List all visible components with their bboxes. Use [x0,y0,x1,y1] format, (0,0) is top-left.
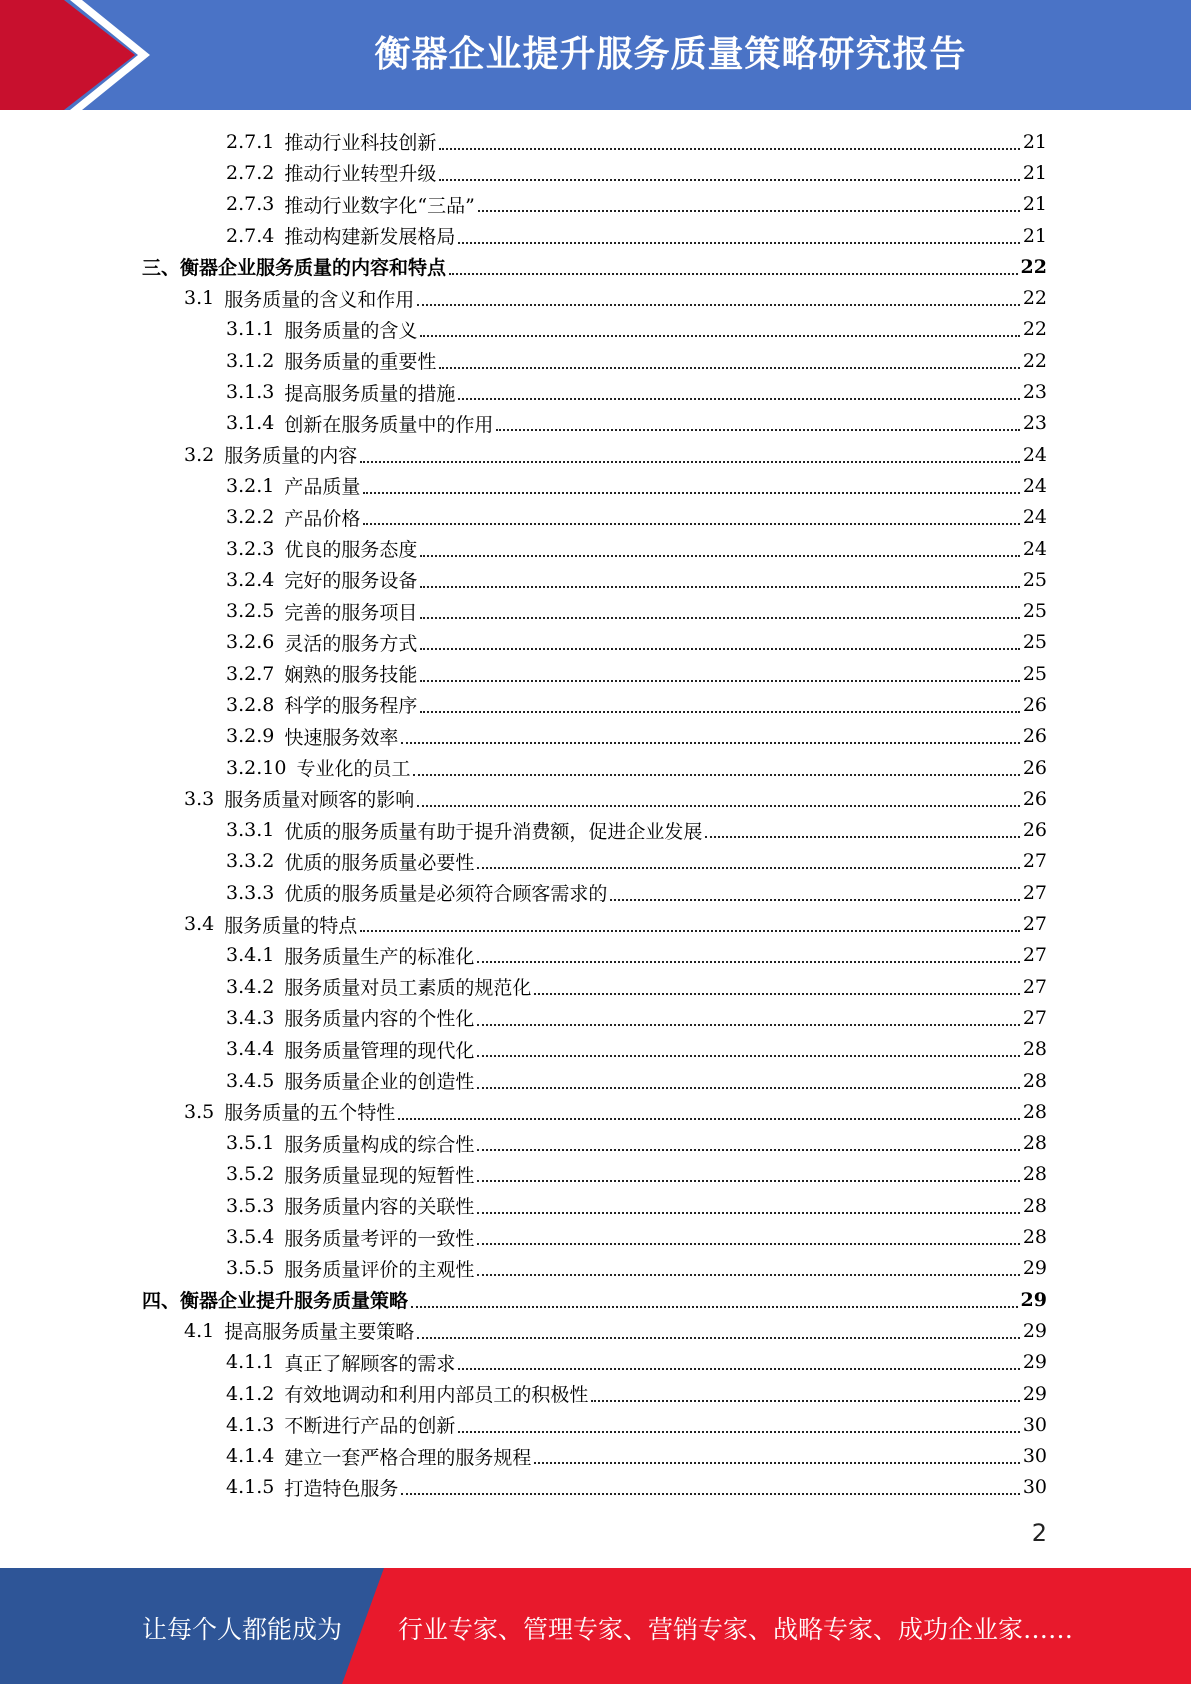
toc-subsection-entry[interactable] [0,627,1191,658]
toc-dot-leader [478,210,1020,212]
toc-entry-page: 24 [1022,537,1047,560]
toc-entry-page: 28 [1022,1069,1047,1092]
toc-entry-page: 27 [1022,975,1047,998]
toc-dot-leader [477,1024,1019,1026]
toc-subsection-entry[interactable] [0,126,1191,157]
toc-subsection-entry[interactable] [0,846,1191,877]
toc-entry-title: 服务质量的重要性 [284,351,437,374]
toc-entry-page: 29 [1020,1288,1047,1311]
toc-subsection-entry[interactable] [0,658,1191,689]
toc-entry-number: 3.2.2 [226,506,275,529]
toc-entry-page: 27 [1022,913,1047,936]
toc-subsection-entry[interactable] [0,877,1191,908]
toc-entry-page: 21 [1022,130,1047,153]
toc-entry-title: 服务质量的五个特性 [224,1102,396,1125]
toc-entry-title: 有效地调动和利用内部员工的积极性 [284,1384,589,1407]
toc-entry-page: 29 [1022,1257,1047,1280]
toc-dot-leader [420,680,1019,682]
toc-entry-number: 3.5.3 [226,1194,275,1217]
page-number: 2 [1031,1519,1047,1547]
toc-entry-page: 23 [1022,412,1047,435]
toc-dot-leader [458,1431,1019,1433]
toc-entry-number: 3.2.1 [226,474,275,497]
toc-entry-page: 22 [1022,318,1047,341]
toc-entry-page: 27 [1022,850,1047,873]
toc-entry-title: 服务质量生产的标准化 [284,945,475,968]
toc-entry-page: 22 [1020,255,1047,278]
toc-entry-page: 28 [1022,1194,1047,1217]
toc-dot-leader [420,335,1019,337]
toc-dot-leader [534,1462,1019,1464]
toc-subsection-entry[interactable] [0,470,1191,501]
toc-dot-leader [477,867,1019,869]
toc-dot-leader [449,273,1018,275]
toc-subsection-entry[interactable] [0,1409,1191,1440]
toc-dot-leader [420,555,1019,557]
toc-subsection-entry[interactable] [0,408,1191,439]
toc-dot-leader [610,899,1019,901]
toc-subsection-entry[interactable] [0,533,1191,564]
toc-entry-page: 25 [1022,631,1047,654]
toc-subsection-entry[interactable] [0,220,1191,251]
toc-dot-leader [420,617,1019,619]
toc-dot-leader [401,742,1019,744]
toc-entry-page: 28 [1022,1038,1047,1061]
toc-dot-leader [458,1368,1019,1370]
toc-subsection-entry[interactable] [0,971,1191,1002]
toc-entry-number: 3.2.10 [226,756,287,779]
toc-entry-page: 26 [1022,787,1047,810]
toc-entry-number: 3.3.2 [226,850,275,873]
toc-entry-number: 3.5.4 [226,1226,275,1249]
toc-dot-leader [477,1087,1019,1089]
toc-entry-title: 产品质量 [284,476,361,499]
toc-section-entry[interactable] [0,1315,1191,1346]
toc-subsection-entry[interactable] [0,1378,1191,1409]
toc-entry-title: 服务质量对顾客的影响 [224,789,415,812]
toc-section-entry[interactable] [0,783,1191,814]
toc-dot-leader [705,836,1019,838]
toc-entry-number: 3.4 [184,913,215,936]
toc-dot-leader [417,304,1020,306]
footer-slogan-left: 让每个人都能成为 [142,1615,343,1644]
toc-dot-leader [477,1149,1019,1151]
toc-section-entry[interactable] [0,282,1191,313]
toc-entry-page: 27 [1022,881,1047,904]
toc-entry-title: 四、衡器企业提升服务质量策略 [142,1290,409,1313]
toc-entry-title: 提高服务质量的措施 [284,382,456,405]
toc-entry-number: 4.1.5 [226,1476,275,1499]
toc-subsection-entry[interactable] [0,1128,1191,1159]
toc-entry-title: 建立一套严格合理的服务规程 [284,1446,532,1469]
toc-dot-leader [477,1212,1019,1214]
toc-entry-title: 服务质量构成的综合性 [284,1133,475,1156]
toc-dot-leader [458,398,1019,400]
toc-entry-number: 3.3.1 [226,819,275,842]
toc-dot-leader [496,429,1019,431]
table-of-contents [0,126,1191,1503]
toc-entry-page: 21 [1022,193,1047,216]
toc-entry-title: 打造特色服务 [284,1477,399,1500]
page-header [0,0,1191,110]
toc-entry-page: 23 [1022,381,1047,404]
toc-entry-page: 27 [1022,944,1047,967]
toc-subsection-entry[interactable] [0,314,1191,345]
toc-entry-number: 3.1.1 [226,318,275,341]
toc-entry-number: 3.2.5 [226,600,275,623]
report-title: 衡器企业提升服务质量策略研究报告 [374,34,967,75]
toc-entry-title: 优良的服务态度 [284,539,418,561]
toc-entry-title: 提高服务质量主要策略 [224,1321,415,1344]
toc-subsection-entry[interactable] [0,1347,1191,1378]
toc-entry-number: 3.2.3 [226,537,275,560]
toc-entry-page: 21 [1022,161,1047,184]
toc-dot-leader [398,1118,1020,1120]
toc-entry-title: 真正了解顾客的需求 [284,1352,456,1375]
toc-entry-page: 26 [1022,725,1047,748]
toc-dot-leader [477,1243,1019,1245]
toc-dot-leader [417,1337,1020,1339]
toc-entry-number: 4.1.1 [226,1351,275,1374]
toc-dot-leader [413,774,1019,776]
toc-entry-title: 不断进行产品的创新 [284,1415,456,1438]
toc-subsection-entry[interactable] [0,815,1191,846]
toc-entry-page: 21 [1022,224,1047,247]
toc-entry-page: 25 [1022,662,1047,685]
toc-subsection-entry[interactable] [0,721,1191,752]
toc-entry-title: 服务质量显现的短暂性 [284,1164,475,1187]
toc-entry-number: 2.7.4 [226,224,275,247]
toc-entry-page: 24 [1022,443,1047,466]
toc-entry-page: 30 [1022,1445,1047,1468]
toc-entry-number: 4.1 [184,1319,215,1342]
toc-dot-leader [420,711,1019,713]
toc-dot-leader [477,1274,1019,1276]
toc-entry-number: 3.4.2 [226,975,275,998]
toc-dot-leader [477,1180,1019,1182]
toc-entry-number: 2.7.1 [226,130,275,153]
toc-dot-leader [591,1400,1019,1402]
toc-subsection-entry[interactable] [0,1440,1191,1471]
toc-section-entry[interactable] [0,908,1191,939]
toc-entry-title: 推动行业转型升级 [284,163,437,186]
toc-section-entry[interactable] [0,439,1191,470]
toc-subsection-entry[interactable] [0,1472,1191,1503]
toc-entry-title: 快速服务效率 [284,726,399,749]
toc-section-entry[interactable] [0,1096,1191,1127]
toc-entry-title: 灵活的服务方式 [284,632,418,655]
toc-dot-leader [439,367,1019,369]
toc-entry-title: 服务质量企业的创造性 [284,1071,475,1094]
toc-dot-leader [439,179,1019,181]
toc-entry-number: 3.2.9 [226,725,275,748]
toc-entry-title: 优质的服务质量有助于提升消费额，促进企业发展 [284,820,703,843]
toc-entry-title: 推动构建新发展格局 [284,226,456,249]
toc-dot-leader [420,648,1019,650]
toc-dot-leader [411,1306,1018,1308]
toc-entry-page: 25 [1022,600,1047,623]
toc-dot-leader [439,148,1019,150]
toc-entry-number: 3.1 [184,287,215,310]
toc-entry-number: 3.5.1 [226,1132,275,1155]
toc-entry-number: 3.2.7 [226,662,275,685]
toc-dot-leader [534,993,1019,995]
toc-entry-title: 服务质量对员工素质的规范化 [284,977,532,1000]
toc-entry-title: 娴熟的服务技能 [284,664,418,687]
toc-entry-number: 3.2.8 [226,693,275,716]
toc-entry-number: 3.5.2 [226,1163,275,1186]
toc-entry-title: 服务质量的特点 [224,914,358,937]
toc-subsection-entry[interactable] [0,1065,1191,1096]
header-red-arrow-shape [0,0,135,110]
toc-entry-title: 完好的服务设备 [284,570,418,593]
footer-slogan-right: 行业专家、管理专家、营销专家、战略专家、成功企业家…… [398,1615,1074,1644]
toc-dot-leader [363,523,1019,525]
toc-entry-number: 2.7.2 [226,161,275,184]
toc-entry-number: 4.1.4 [226,1445,275,1468]
toc-dot-leader [458,242,1019,244]
toc-entry-number: 3.5 [184,1100,215,1123]
toc-subsection-entry[interactable] [0,345,1191,376]
toc-entry-page: 24 [1022,506,1047,529]
toc-entry-page: 25 [1022,568,1047,591]
toc-entry-title: 推动行业数字化“三品” [284,194,475,217]
toc-dot-leader [363,492,1019,494]
toc-entry-page: 27 [1022,1006,1047,1029]
toc-entry-title: 服务质量内容的个性化 [284,1008,475,1031]
toc-entry-title: 专业化的员工 [296,758,411,781]
toc-entry-title: 服务质量评价的主观性 [284,1258,475,1281]
toc-entry-title: 创新在服务质量中的作用 [284,413,494,436]
toc-entry-page: 30 [1022,1413,1047,1436]
toc-entry-title: 服务质量的含义 [284,319,418,342]
toc-entry-title: 服务质量管理的现代化 [284,1039,475,1062]
toc-subsection-entry[interactable] [0,1159,1191,1190]
toc-entry-page: 22 [1022,349,1047,372]
toc-entry-page: 28 [1022,1163,1047,1186]
toc-subsection-entry[interactable] [0,595,1191,626]
toc-entry-title: 服务质量的含义和作用 [224,288,415,311]
toc-entry-number: 3.2.4 [226,568,275,591]
toc-entry-title: 完善的服务项目 [284,601,418,624]
toc-dot-leader [417,805,1020,807]
toc-subsection-entry[interactable] [0,1253,1191,1284]
toc-entry-page: 28 [1022,1132,1047,1155]
toc-subsection-entry[interactable] [0,1190,1191,1221]
toc-entry-page: 29 [1022,1351,1047,1374]
toc-entry-title: 三、衡器企业服务质量的内容和特点 [142,257,447,280]
toc-entry-page: 28 [1022,1100,1047,1123]
toc-entry-number: 3.3 [184,787,215,810]
toc-entry-page: 29 [1022,1382,1047,1405]
page-footer [0,1568,1191,1684]
toc-subsection-entry[interactable] [0,1034,1191,1065]
toc-entry-number: 4.1.2 [226,1382,275,1405]
toc-entry-page: 29 [1022,1319,1047,1342]
toc-entry-number: 3.3.3 [226,881,275,904]
toc-subsection-entry[interactable] [0,189,1191,220]
toc-entry-title: 产品价格 [284,507,361,530]
toc-subsection-entry[interactable] [0,940,1191,971]
toc-chapter-entry[interactable] [0,251,1191,282]
toc-entry-title: 服务质量考评的一致性 [284,1227,475,1250]
toc-entry-page: 26 [1022,819,1047,842]
toc-subsection-entry[interactable] [0,689,1191,720]
toc-entry-number: 3.5.5 [226,1257,275,1280]
toc-entry-number: 3.2.6 [226,631,275,654]
toc-entry-number: 3.4.1 [226,944,275,967]
toc-subsection-entry[interactable] [0,564,1191,595]
toc-entry-page: 22 [1022,287,1047,310]
toc-entry-title: 优质的服务质量必要性 [284,851,475,874]
toc-entry-number: 3.1.2 [226,349,275,372]
toc-dot-leader [477,961,1019,963]
toc-entry-page: 28 [1022,1226,1047,1249]
toc-entry-number: 3.1.4 [226,412,275,435]
toc-entry-number: 3.4.5 [226,1069,275,1092]
toc-subsection-entry[interactable] [0,502,1191,533]
toc-entry-number: 3.1.3 [226,381,275,404]
toc-dot-leader [477,1055,1019,1057]
toc-entry-number: 3.4.4 [226,1038,275,1061]
toc-subsection-entry[interactable] [0,157,1191,188]
toc-dot-leader [420,586,1019,588]
toc-subsection-entry[interactable] [0,1221,1191,1252]
toc-entry-number: 3.4.3 [226,1006,275,1029]
toc-entry-title: 服务质量的内容 [224,445,358,468]
toc-dot-leader [360,930,1020,932]
toc-dot-leader [401,1493,1019,1495]
toc-dot-leader [360,461,1020,463]
toc-entry-page: 26 [1022,756,1047,779]
toc-entry-page: 26 [1022,693,1047,716]
toc-subsection-entry[interactable] [0,1002,1191,1033]
toc-entry-page: 24 [1022,474,1047,497]
toc-entry-title: 服务质量内容的关联性 [284,1196,475,1219]
toc-entry-number: 4.1.3 [226,1413,275,1436]
toc-entry-title: 推动行业科技创新 [284,132,437,155]
toc-entry-page: 30 [1022,1476,1047,1499]
toc-entry-title: 科学的服务程序 [284,695,418,718]
toc-entry-title: 优质的服务质量是必须符合顾客需求的 [284,883,608,906]
toc-entry-number: 2.7.3 [226,193,275,216]
toc-entry-number: 3.2 [184,443,215,466]
toc-subsection-entry[interactable] [0,752,1191,783]
toc-subsection-entry[interactable] [0,376,1191,407]
toc-chapter-entry[interactable] [0,1284,1191,1315]
